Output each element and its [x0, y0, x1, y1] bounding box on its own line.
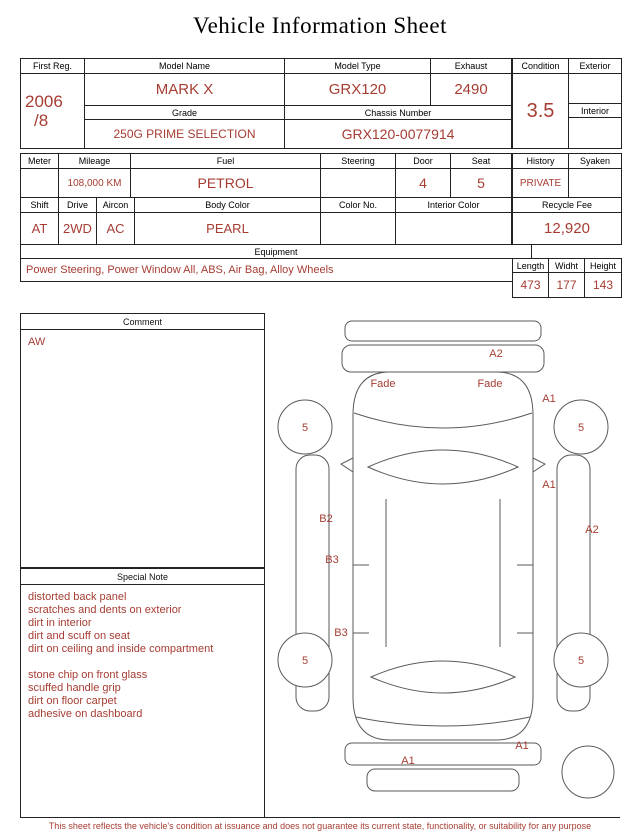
exterior-value	[569, 74, 621, 104]
special-note-line: dirt on floor carpet	[28, 695, 117, 707]
damage-label-front-bumper: A2	[489, 348, 503, 360]
car-body	[353, 372, 533, 740]
model-name-value: MARK X	[85, 74, 285, 106]
damage-label-fade-right: Fade	[477, 378, 503, 390]
color-no-label: Color No.	[321, 198, 396, 213]
body-color-label: Body Color	[135, 198, 321, 213]
syaken-value	[569, 169, 621, 197]
special-note-box	[20, 568, 265, 818]
recycle-fee-table	[512, 198, 622, 245]
seat-label: Seat	[451, 154, 511, 169]
rear-bumper	[345, 743, 541, 765]
comment-value: AW	[28, 336, 46, 348]
left-mirror	[341, 458, 353, 472]
spare-wheel-circle	[562, 746, 614, 798]
syaken-label: Syaken	[569, 154, 621, 169]
wheel-grade-rear-right: 5	[577, 655, 585, 667]
dimensions-table	[512, 258, 622, 298]
recycle-fee-value: 12,920	[544, 220, 590, 237]
length-label: Length	[513, 259, 549, 273]
interior-value	[569, 118, 621, 148]
special-note-line: dirt on ceiling and inside compartment	[28, 643, 214, 655]
fuel-value: PETROL	[131, 169, 321, 197]
spec-table-row1	[20, 153, 512, 198]
footer-divider	[20, 817, 620, 818]
comment-label: Comment	[21, 314, 264, 330]
damage-label-quarter-left: B3	[334, 627, 348, 639]
rear-bumper-bar	[367, 769, 519, 791]
history-label: History	[513, 154, 569, 169]
equipment-label: Equipment	[21, 245, 531, 259]
width-label: Widht	[549, 259, 585, 273]
steering-value	[321, 169, 396, 197]
meter-label: Meter	[21, 154, 59, 169]
grade-value: 250G PRIME SELECTION	[85, 120, 285, 148]
equipment-table	[20, 245, 532, 282]
shift-value: AT	[21, 213, 59, 244]
height-label: Height	[585, 259, 621, 273]
body-color-value: PEARL	[135, 213, 321, 244]
damage-label-door-left-rear: B3	[325, 554, 339, 566]
vehicle-identity-table	[20, 58, 512, 149]
special-note-line	[28, 656, 257, 669]
special-note-line: scuffed handle grip	[28, 682, 121, 694]
aircon-label: Aircon	[97, 198, 135, 213]
door-value: 4	[396, 169, 451, 197]
drive-value: 2WD	[59, 213, 97, 244]
interior-color-value	[396, 213, 511, 244]
special-note-line: stone chip on front glass	[28, 669, 148, 681]
steering-label: Steering	[321, 154, 396, 169]
wheel-grade-front-right: 5	[577, 422, 585, 434]
damage-label-rear-bumper: A1	[401, 755, 415, 767]
aircon-value: AC	[97, 213, 135, 244]
chassis-number-value: GRX120-0077914	[341, 126, 455, 142]
first-reg-label: First Reg.	[21, 59, 85, 74]
spec-table-row2	[20, 198, 512, 245]
history-table	[512, 153, 622, 198]
grade-label: Grade	[85, 106, 285, 120]
special-note-label: Special Note	[21, 569, 264, 585]
door-label: Door	[396, 154, 451, 169]
chassis-number-label: Chassis Number	[285, 106, 511, 120]
color-no-value	[321, 213, 396, 244]
width-value: 177	[549, 273, 585, 297]
meter-value	[21, 169, 59, 197]
hood-line	[354, 413, 532, 428]
shift-label: Shift	[21, 198, 59, 213]
exhaust-value: 2490	[431, 74, 511, 106]
trunk-line	[356, 717, 530, 726]
special-note-body	[21, 585, 264, 817]
damage-label-fade-left: Fade	[370, 378, 396, 390]
interior-color-label: Interior Color	[396, 198, 511, 213]
model-type-value: GRX120	[285, 74, 431, 106]
footer-disclaimer: This sheet reflects the vehicle's condition at issuance and does not guarantee its current state, functionality, or suitability for any purpose	[48, 821, 592, 831]
front-bumper	[342, 345, 544, 372]
mileage-label: Mileage	[59, 154, 131, 169]
fuel-label: Fuel	[131, 154, 321, 169]
first-reg-month: /8	[34, 111, 49, 130]
model-type-label: Model Type	[285, 59, 431, 74]
damage-label-front-right: A1	[542, 393, 556, 405]
special-note-line: distorted back panel	[28, 591, 127, 603]
wheel-grade-rear-left: 5	[301, 655, 309, 667]
seat-value: 5	[477, 175, 485, 191]
comment-box	[20, 313, 265, 568]
car-diagram	[268, 315, 634, 815]
damage-label-door-left-front: B2	[319, 513, 333, 525]
special-note-line: dirt and scuff on seat	[28, 630, 130, 642]
length-value: 473	[513, 273, 549, 297]
condition-value: 3.5	[513, 74, 569, 148]
page-title: Vehicle Information Sheet	[193, 13, 447, 38]
wheel-grade-front-left: 5	[301, 422, 309, 434]
model-name-label: Model Name	[85, 59, 285, 74]
recycle-fee-label: Recycle Fee	[513, 198, 621, 213]
condition-table	[512, 58, 622, 149]
rear-window	[371, 661, 515, 693]
damage-label-side-upper-right: A1	[542, 479, 556, 491]
damage-label-side-right: A2	[585, 524, 599, 536]
mileage-value: 108,000 KM	[59, 169, 131, 197]
door-seams	[353, 565, 533, 633]
height-value: 143	[592, 278, 614, 292]
special-note-line: adhesive on dashboard	[28, 708, 143, 720]
special-note-line: scratches and dents on exterior	[28, 604, 182, 616]
equipment-value: Power Steering, Power Window All, ABS, Air Bag, Alloy Wheels	[26, 264, 334, 276]
special-note-line: dirt in interior	[28, 617, 92, 629]
damage-label-rear-right: A1	[515, 740, 529, 752]
history-value: PRIVATE	[513, 169, 569, 197]
first-reg-value	[21, 74, 85, 148]
drive-label: Drive	[59, 198, 97, 213]
windshield	[368, 450, 518, 484]
front-bumper-bar	[345, 321, 541, 341]
interior-label: Interior	[569, 104, 621, 118]
exhaust-label: Exhaust	[431, 59, 511, 74]
exterior-label: Exterior	[569, 59, 621, 74]
first-reg-year: 2006	[25, 92, 63, 111]
right-mirror	[533, 458, 545, 472]
condition-label: Condition	[513, 59, 569, 74]
